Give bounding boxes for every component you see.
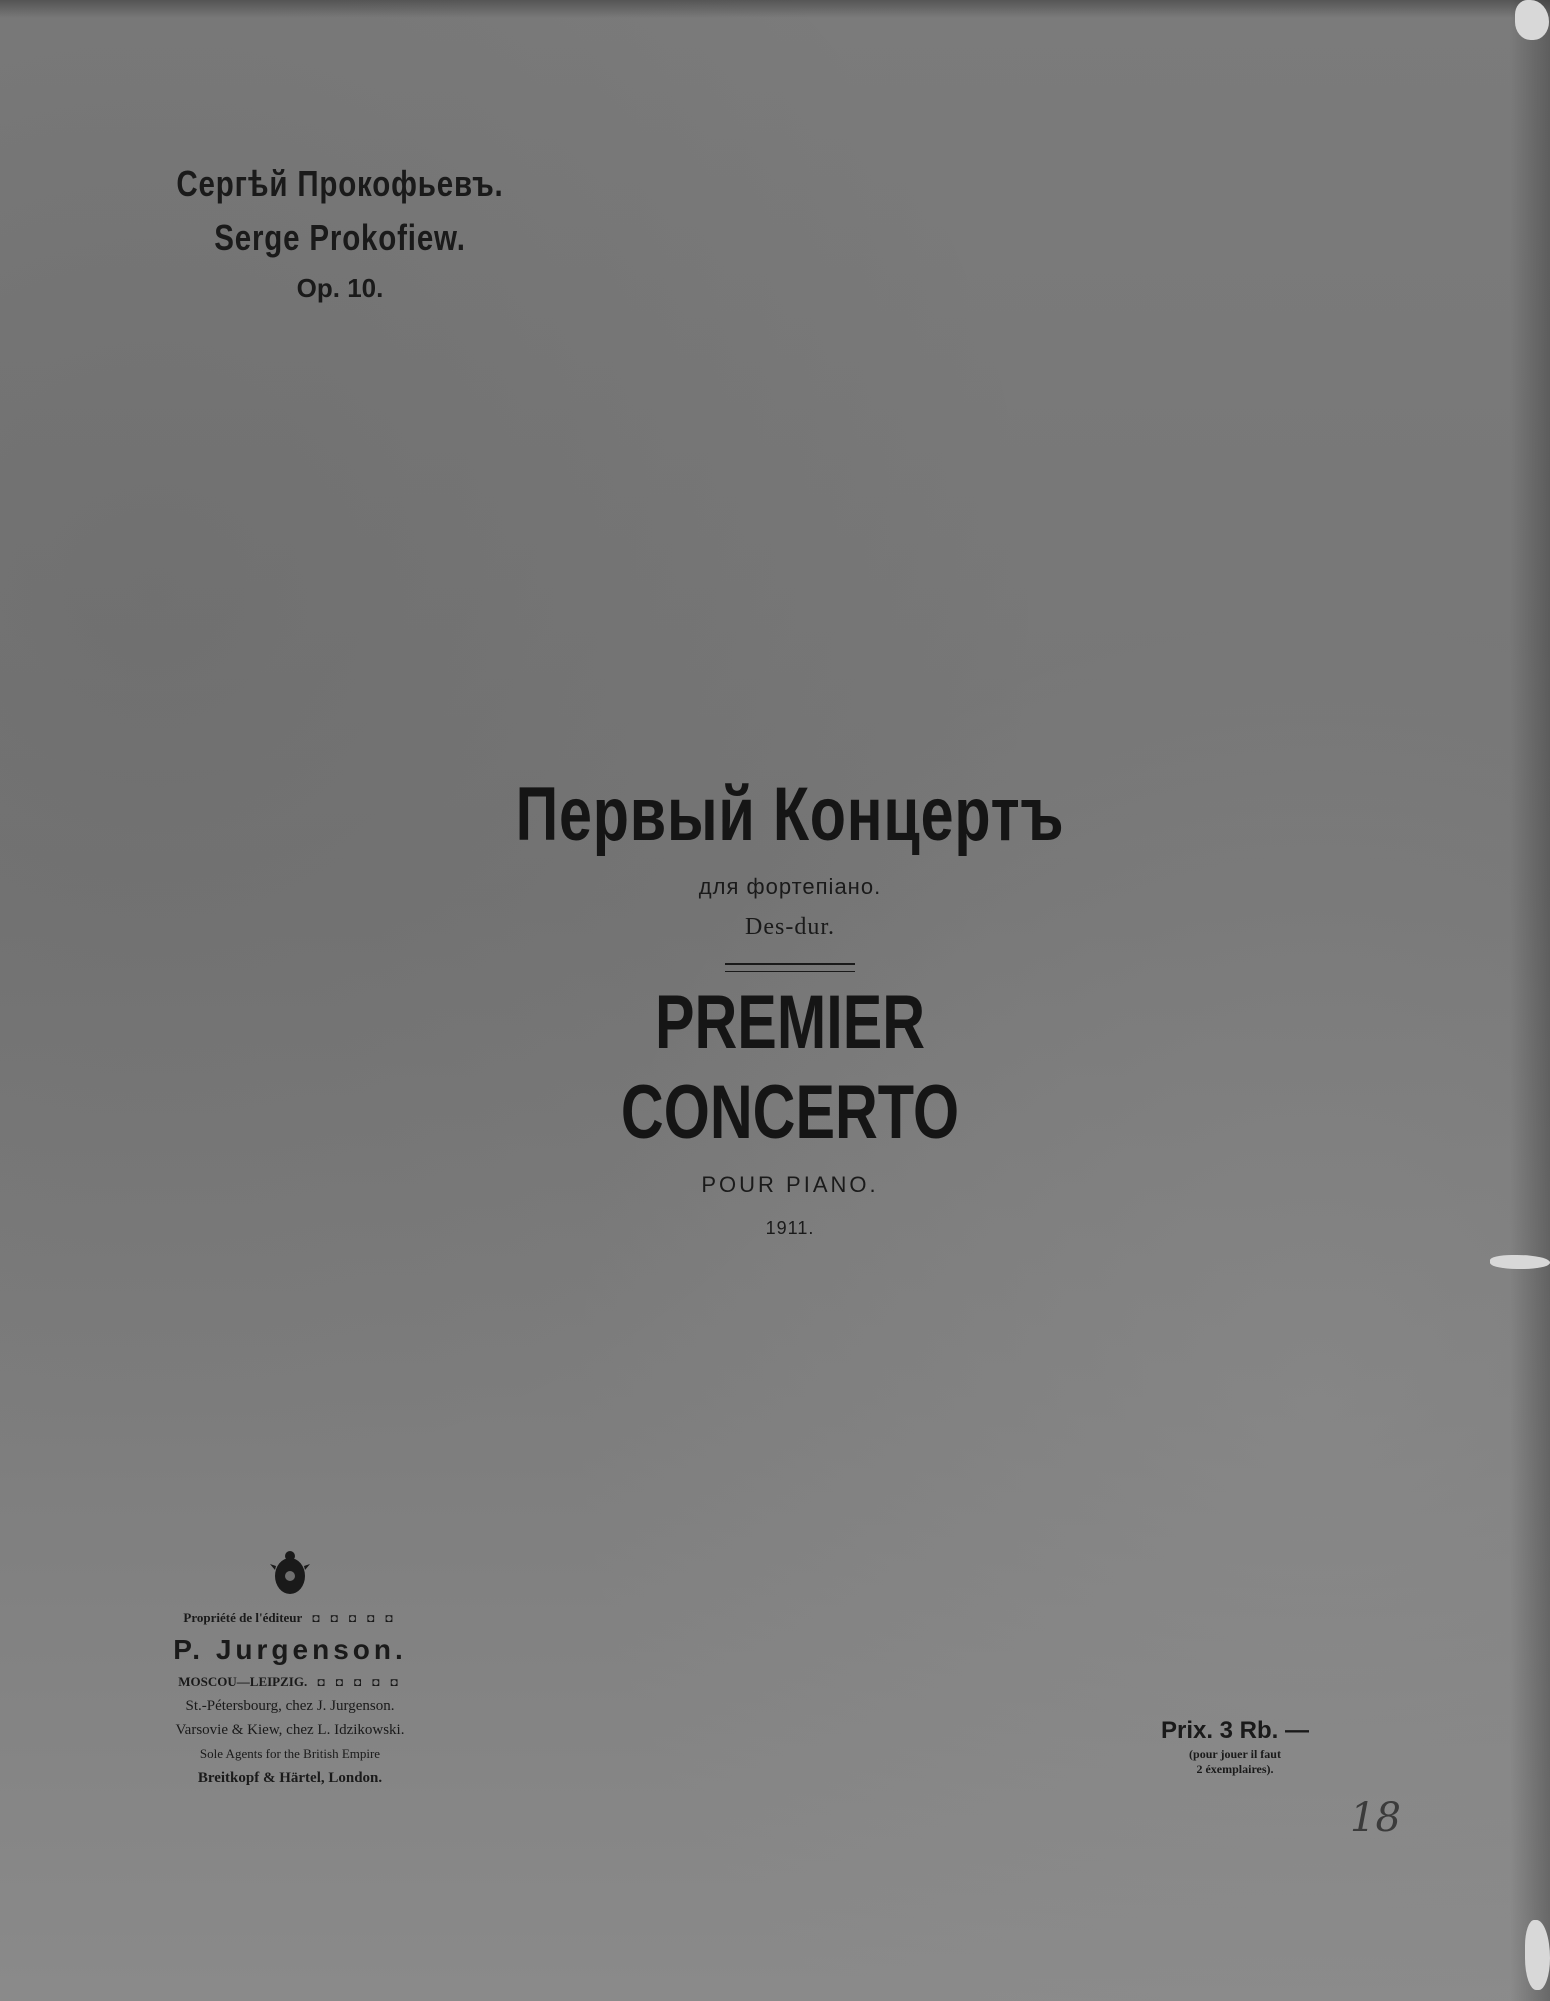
key-signature: Des-dur. xyxy=(745,914,835,940)
publisher-branch-varsovie: Varsovie & Kiew, chez L. Idzikowski. xyxy=(175,1722,405,1738)
page-edge-shadow xyxy=(1510,0,1550,2001)
author-block xyxy=(140,160,540,306)
publisher-agents-london: Breitkopf & Härtel, London. xyxy=(197,1770,383,1786)
price-amount: Prix. 3 Rb. — xyxy=(1160,1717,1310,1744)
subtitle-french: POUR PIANO. xyxy=(701,1172,879,1197)
publisher-agents-line: Sole Agents for the British Empire xyxy=(199,1746,381,1761)
double-headed-eagle-icon xyxy=(270,1550,310,1600)
publisher-name: P. Jurgenson. xyxy=(173,1634,407,1665)
title-russian: Первый Концертъ xyxy=(515,772,1065,857)
composer-name-russian: Сергѣй Прокофьевъ. xyxy=(176,163,504,204)
page-edge-shadow xyxy=(0,0,1550,18)
price-block xyxy=(1130,1715,1340,1777)
price-note-line2: 2 éxemplaires). xyxy=(1196,1762,1274,1776)
divider-rule xyxy=(725,963,855,972)
ornament-squares: ◘ ◘ ◘ ◘ ◘ xyxy=(310,1675,402,1689)
ornament-squares: ◘ ◘ ◘ ◘ ◘ xyxy=(305,1611,397,1625)
paper-tear xyxy=(1515,0,1549,40)
price-note-line1: (pour jouer il faut xyxy=(1189,1747,1281,1761)
publisher-cities: MOSCOU—LEIPZIG. xyxy=(178,1674,308,1689)
title-block xyxy=(420,770,1160,1239)
subtitle-russian: для фортепіано. xyxy=(698,874,882,899)
composition-year: 1911. xyxy=(765,1218,815,1238)
publisher-branch-stpetersburg: St.-Pétersbourg, chez J. Jurgenson. xyxy=(185,1698,395,1714)
opus-number: Op. 10. xyxy=(296,273,384,303)
publisher-block xyxy=(150,1550,430,1790)
title-french: PREMIER CONCERTO xyxy=(620,980,960,1155)
composer-name-french: Serge Prokofiew. xyxy=(214,217,466,258)
property-label: Propriété de l'éditeur xyxy=(183,1610,303,1625)
publisher-property-line xyxy=(150,1606,430,1630)
paper-tear xyxy=(1490,1255,1550,1269)
handwritten-mark: 18 xyxy=(1350,1795,1401,1841)
publisher-cities-line xyxy=(150,1670,430,1694)
